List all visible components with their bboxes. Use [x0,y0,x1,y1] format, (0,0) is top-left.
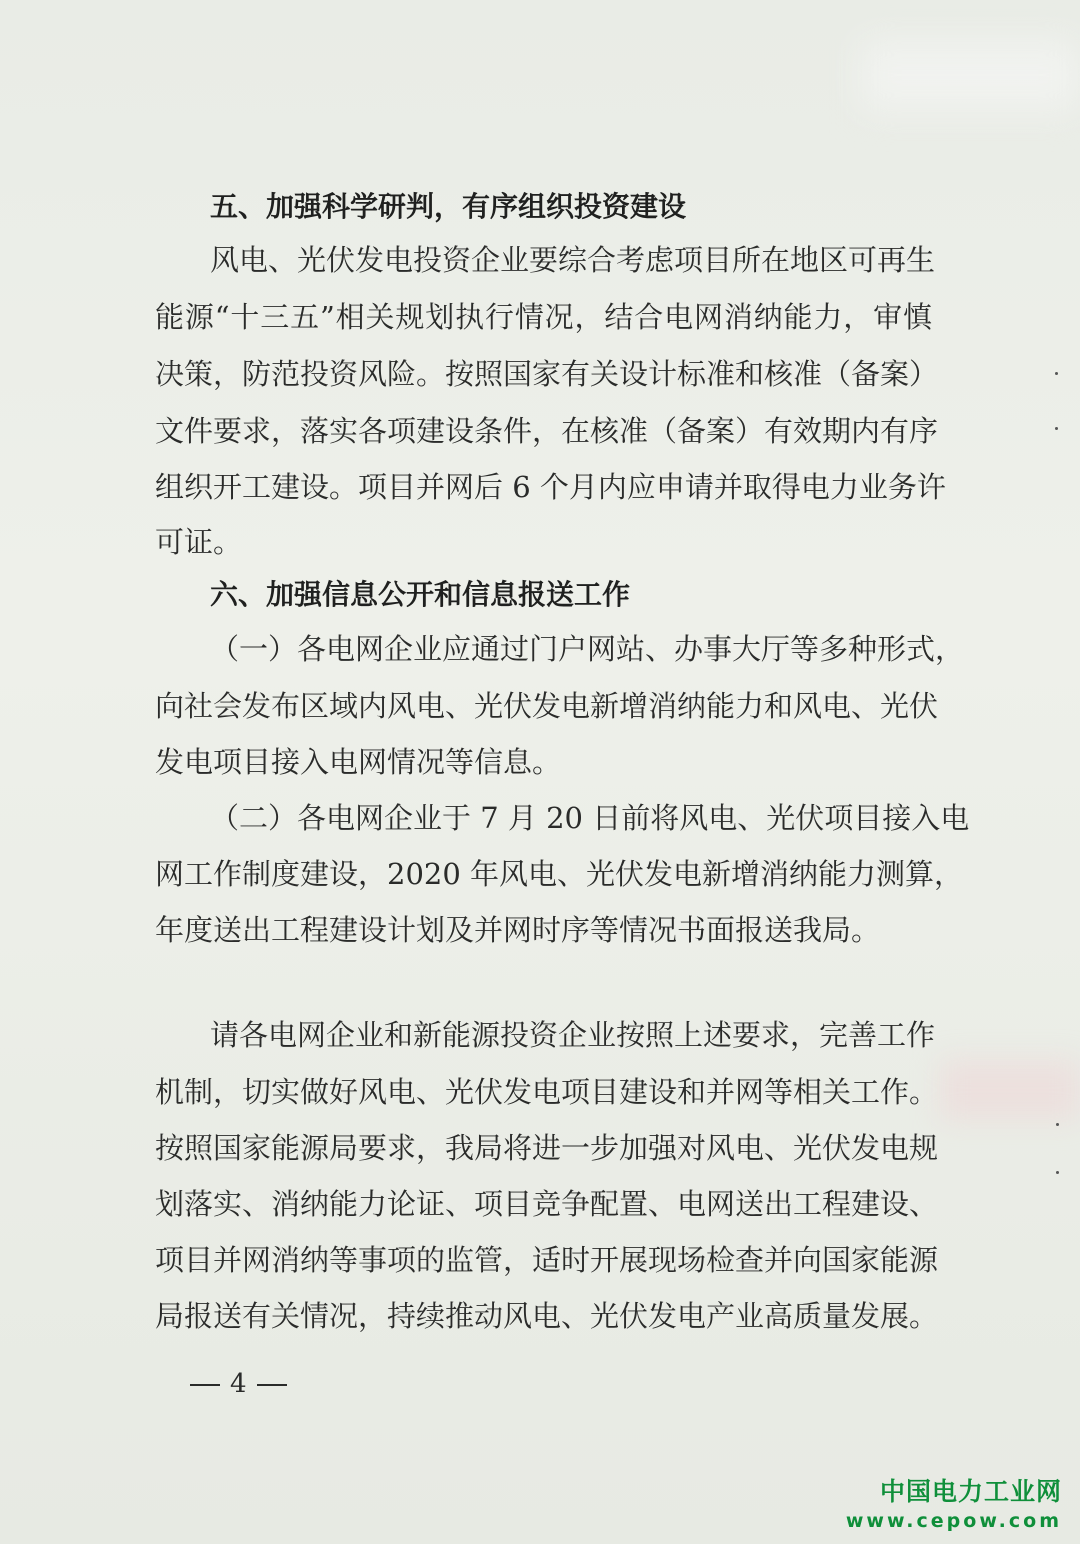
paragraph-line: 向社会发布区域内风电、光伏发电新增消纳能力和风电、光伏 [155,689,939,723]
page-number-value: 4 [230,1369,247,1399]
paragraph-line: （二）各电网企业于 7 月 20 日前将风电、光伏项目接入电 [210,801,970,835]
paragraph-line: 项目并网消纳等事项的监管，适时开展现场检查并向国家能源 [155,1243,939,1277]
scan-speck [1056,1123,1059,1126]
paragraph-line: 可证。 [155,525,243,559]
section-6-heading: 六、加强信息公开和信息报送工作 [210,578,631,611]
dash-left [190,1384,220,1386]
paragraph-line: 发电项目接入电网情况等信息。 [155,745,562,779]
paragraph-line: 决策，防范投资风险。按照国家有关设计标准和核准（备案） [155,357,939,391]
scan-speck [1055,372,1058,375]
paragraph-line: 文件要求，落实各项建设条件，在核准（备案）有效期内有序 [155,414,939,448]
watermark-url: www.cepow.com [845,1510,1062,1532]
paragraph-line: 风电、光伏发电投资企业要综合考虑项目所在地区可再生 [210,243,936,277]
section-5-heading: 五、加强科学研判，有序组织投资建设 [210,190,687,223]
paragraph-line: 组织开工建设。项目并网后 6 个月内应申请并取得电力业务许 [155,470,946,504]
site-watermark [846,1476,1062,1534]
paragraph-line: 局报送有关情况，持续推动风电、光伏发电产业高质量发展。 [155,1299,939,1333]
paragraph-line: 网工作制度建设，2020 年风电、光伏发电新增消纳能力测算， [155,857,964,891]
scan-speck [1055,427,1058,430]
paragraph-line: 请各电网企业和新能源投资企业按照上述要求，完善工作 [210,1018,936,1052]
paragraph-line: 能源“十三五”相关规划执行情况，结合电网消纳能力，审慎 [155,300,932,334]
paragraph-line: （一）各电网企业应通过门户网站、办事大厅等多种形式， [210,632,965,666]
dash-right [257,1384,287,1386]
page-number [180,1364,297,1404]
scan-speck [1056,1171,1059,1174]
paragraph-line: 年度送出工程建设计划及并网时序等情况书面报送我局。 [155,913,881,947]
watermark-name: 中国电力工业网 [879,1477,1062,1506]
paragraph-line: 按照国家能源局要求，我局将进一步加强对风电、光伏发电规 [155,1131,939,1165]
paragraph-line: 机制，切实做好风电、光伏发电项目建设和并网等相关工作。 [155,1075,939,1109]
paragraph-line: 划落实、消纳能力论证、项目竞争配置、电网送出工程建设、 [155,1187,939,1221]
